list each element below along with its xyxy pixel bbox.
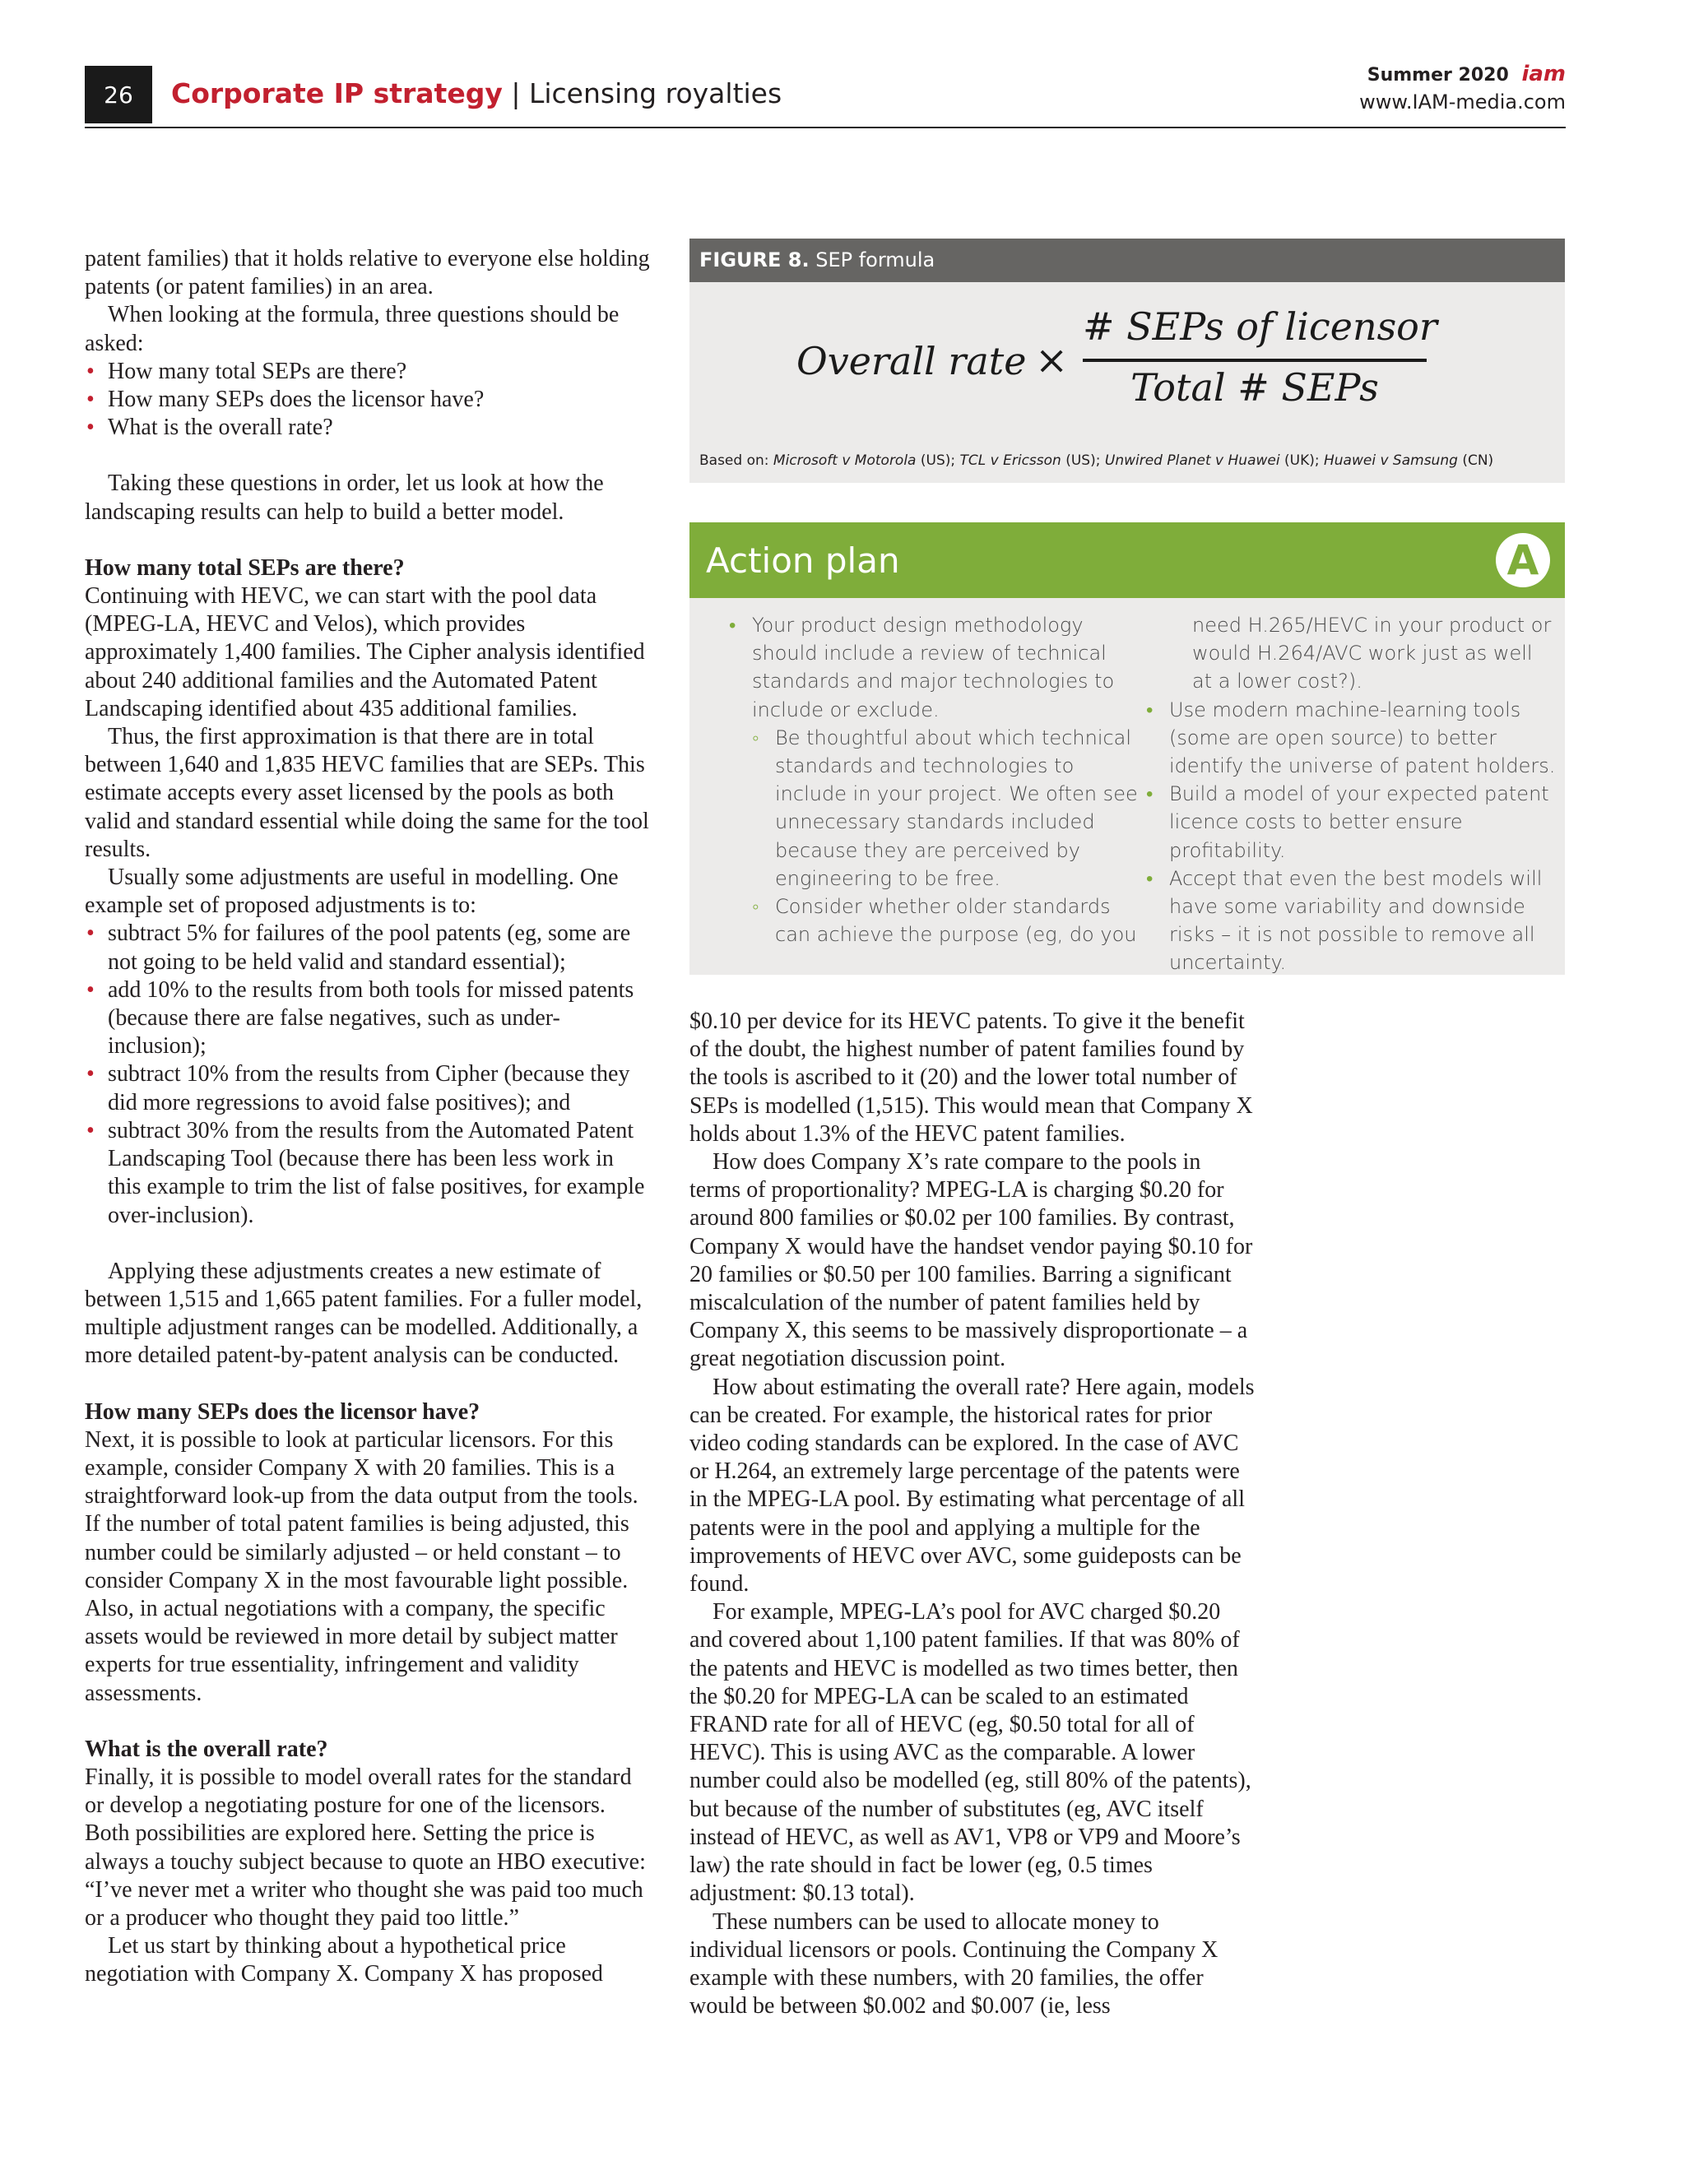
paragraph: $0.10 per device for its HEVC patents. To give it the benefit of the doubt, the highest number of patent families found by the tools is ascribed to it (20) and the lower total number of SEPs is modelled (1,515). This would mean that Company X holds about 1.3% of the HEVC patent families. <box>689 1009 1253 1147</box>
adjustments-list <box>85 920 652 1229</box>
running-title <box>171 77 782 109</box>
list-item: • Use modern machine-learning tools (some are open source) to better identify the universe of patent holders. <box>1146 696 1557 781</box>
issue-date: Summer 2020 <box>1367 65 1509 86</box>
header-rule <box>85 127 1566 128</box>
subheading: How many SEPs does the licensor have? <box>85 1398 480 1425</box>
paragraph: Finally, it is possible to model overall rates for the standard or develop a negotiating posture for one of the licensors. Both possibilities are explored here. Setting the price is always a touchy subject because to quote an HBO executive: “I’ve never met a writer who thought she was paid too much or a producer who thought they paid too little.” <box>85 1764 646 1931</box>
formula-operator: × <box>1035 337 1069 383</box>
page-number: 26 <box>85 66 152 123</box>
paragraph: For example, MPEG-LA’s pool for AVC charged $0.20 and covered about 1,100 patent families. If that was 80% of the patents and HEVC is modelled as two times better, then the $0.20 for MPEG-LA can be scaled to an estimated FRAND rate for all of HEVC (eg, $0.50 total for all of HEVC). This is using AVC as the comparable. A lower number could also be modelled (eg, still 80% of the patents), but because of the number of substitutes (eg, AVC itself instead of HEVC, as well as AV1, VP8 or VP9 and Moore’s law) the rate should in fact be lower (eg, 0.5 times adjustment: $0.13 total). <box>689 1599 1251 1907</box>
list-item: • What is the overall rate? <box>85 414 652 442</box>
paragraph: Let us start by thinking about a hypothetical price negotiation with Company X. Company X has proposed <box>85 1933 603 1987</box>
list-item: • Build a model of your expected patent licence costs to better ensure profitability. <box>1146 780 1557 865</box>
case-jurisdiction: (UK); <box>1284 452 1320 469</box>
case-name: Unwired Planet v Huawei <box>1104 452 1280 469</box>
paragraph: Applying these adjustments creates a new estimate of between 1,515 and 1,665 patent families. For a fuller model, multiple adjustment ranges can be modelled. Additionally, a more detailed patent-by-patent analysis can be conducted. <box>85 1258 643 1369</box>
list-item: • How many SEPs does the licensor have? <box>85 386 652 414</box>
list-item: • Accept that even the best models will have some variability and downside risks – it is not possible to remove all uncertainty. <box>1146 865 1557 977</box>
source-prefix: Based on: <box>699 452 769 469</box>
fraction-bar <box>1083 359 1427 362</box>
action-plan-box <box>689 522 1565 975</box>
action-plan-header <box>689 522 1565 598</box>
list-item: • subtract 10% from the results from Cipher (because they did more regressions to avoid false positives); and <box>85 1060 652 1116</box>
list-item: • How many total SEPs are there? <box>85 358 652 386</box>
paragraph: These numbers can be used to allocate money to individual licensors or pools. Continuing the Company X example with these numbers, with 20 families, the offer would be between $0.002 and $0.007 (ie, less <box>689 1908 1218 2019</box>
paragraph: Next, it is possible to look at particular licensors. For this example, consider Company X with 20 families. This is a straightforward look-up from the data output from the tools. If the number of total patent families is being adjusted, this number could be similarly adjusted – or held constant – to consider Company X in the most favourable light possible. Also, in actual negotiations with a company, the specific assets would be reviewed in more detail by subject matter experts for true essentiality, infringement and validity assessments. <box>85 1426 638 1706</box>
formula-lhs: Overall rate <box>796 339 1027 383</box>
paragraph: When looking at the formula, three questions should be asked: <box>85 302 620 356</box>
figure-sep-formula <box>689 239 1565 483</box>
figure-label: FIGURE 8. <box>699 248 810 271</box>
list-item: ◦ Be thoughtful about which technical standards and technologies to include in your project. We often see unnecessary standards included because they are perceived by engineering to be free. <box>752 724 1140 893</box>
subsection-title: Licensing royalties <box>528 77 782 109</box>
title-separator: | <box>511 77 521 109</box>
formula <box>689 304 1565 420</box>
case-name: TCL v Ericsson <box>959 452 1061 469</box>
paragraph: Usually some adjustments are useful in modelling. One example set of proposed adjustments is to: <box>85 865 619 919</box>
formula-denominator: Total # SEPs <box>1130 365 1379 410</box>
list-item: • add 10% to the results from both tools for missed patents (because there are false negatives, such as under-inclusion); <box>85 976 652 1061</box>
subheading: How many total SEPs are there? <box>85 554 405 581</box>
paragraph: Continuing with HEVC, we can start with the pool data (MPEG-LA, HEVC and Velos), which provides approximately 1,400 families. The Cipher analysis identified about 240 additional families and the Automated Patent Landscaping identified about 435 additional families. <box>85 583 645 721</box>
paragraph: patent families) that it holds relative to everyone else holding patents (or patent families) in an area. <box>85 246 650 300</box>
case-jurisdiction: (US); <box>920 452 956 469</box>
case-name: Huawei v Samsung <box>1324 452 1458 469</box>
paragraph: How does Company X’s rate compare to the pools in terms of proportionality? MPEG-LA is charging $0.20 for around 800 families or $0.02 per 100 families. By contrast, Company X would have the handset vendor paying $0.10 for 20 families or $0.50 per 100 families. Barring a significant miscalculation of the number of patent families held by Company X, this seems to be massively disproportionate – a great negotiation discussion point. <box>689 1149 1253 1372</box>
section-title: Corporate IP strategy <box>171 77 503 109</box>
list-item: • subtract 30% from the results from the Automated Patent Landscaping Tool (because there has been less work in this example to trim the list of false positives, for example over-inclusion). <box>85 1117 652 1230</box>
page-header <box>85 59 1566 128</box>
list-item: • subtract 5% for failures of the pool patents (eg, some are not going to be held valid and standard essential); <box>85 920 652 976</box>
list-item: • Your product design methodology should include a review of technical standards and major technologies to include or exclude. <box>729 611 1140 724</box>
figure-source <box>699 452 1493 469</box>
list-item: ◦ Consider whether older standards can achieve the purpose (eg, do you <box>752 893 1140 948</box>
action-plan-column-2 <box>1146 611 1557 977</box>
paragraph: Taking these questions in order, let us look at how the landscaping results can help to build a better model. <box>85 471 604 525</box>
case-name: Microsoft v Motorola <box>773 452 917 469</box>
action-plan-badge: A <box>1496 533 1550 587</box>
case-jurisdiction: (US); <box>1065 452 1101 469</box>
questions-list <box>85 358 652 443</box>
left-column <box>85 245 652 1989</box>
site-url: www.IAM-media.com <box>1359 90 1566 114</box>
paragraph: How about estimating the overall rate? Here again, models can be created. For example, the historical rates for prior video coding standards can be explored. In the case of AVC or H.264, an extremely large percentage of the patents were in the MPEG-LA pool. By estimating what percentage of all patents were in the pool and applying a multiple for the improvements of HEVC over AVC, some guideposts can be found. <box>689 1374 1255 1597</box>
list-item-continuation: need H.265/HEVC in your product or would H.264/AVC work just as well at a lower cost?). <box>1192 614 1552 693</box>
action-plan-column-1 <box>729 611 1140 948</box>
issue-line <box>1367 62 1566 86</box>
case-jurisdiction: (CN) <box>1462 452 1494 469</box>
figure-title: SEP formula <box>815 248 935 271</box>
paragraph: Thus, the first approximation is that there are in total between 1,640 and 1,835 HEVC families that are SEPs. This estimate accepts every asset licensed by the pools as both valid and standard essential while doing the same for the tool results. <box>85 724 649 862</box>
iam-logo: iam <box>1521 62 1566 86</box>
right-column <box>689 1008 1257 2020</box>
formula-numerator: # SEPs of licensor <box>1083 304 1437 349</box>
action-plan-title: Action plan <box>706 540 900 581</box>
figure-caption <box>689 239 1565 282</box>
subheading: What is the overall rate? <box>85 1736 328 1762</box>
